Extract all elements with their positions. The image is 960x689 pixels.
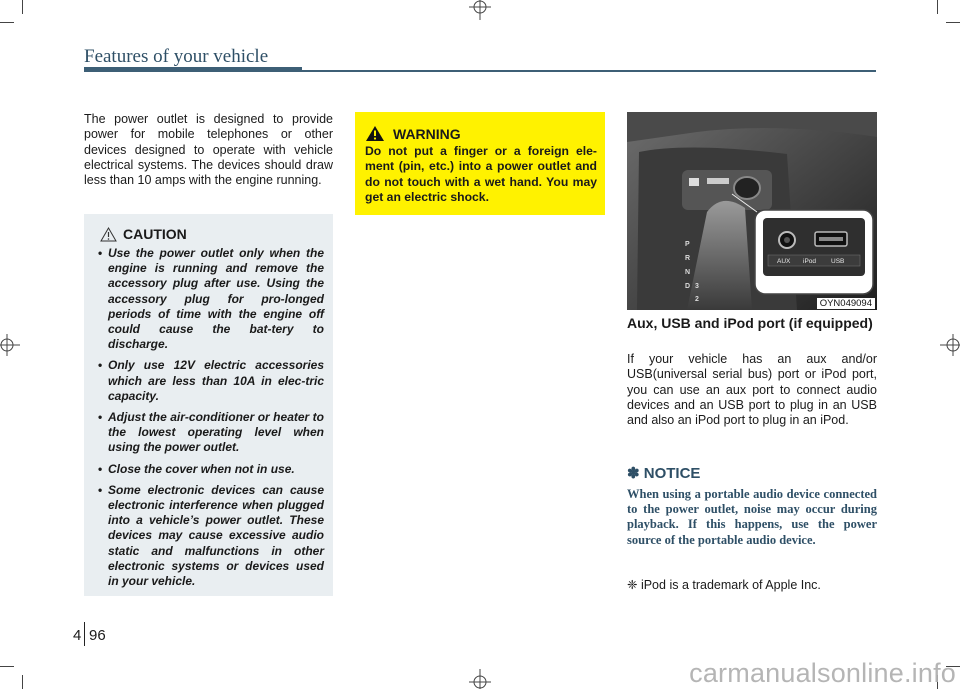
chapter-number: 4: [73, 627, 82, 644]
port-label-ipod: iPod: [803, 258, 817, 265]
port-label-usb: USB: [831, 258, 845, 265]
intro-paragraph: The power outlet is designed to provide power for mobile telephones or other devices designed to operate with vehicle electrical systems. The devices should draw less than 10 amps with the engine running.: [84, 112, 333, 188]
caution-list: [96, 246, 324, 595]
page-number-divider: [84, 622, 85, 646]
crop-mark: [946, 22, 960, 23]
console-illustration: [627, 112, 877, 310]
notice-text: When using a portable audio device connected to the power outlet, noise may occur during playback. If this happens, use the power source of the portable audio device.: [627, 487, 877, 547]
caution-item: • Close the cover when not in use.: [96, 462, 324, 477]
notice-heading: ✽ NOTICE: [627, 465, 701, 482]
header-rule-thick: [84, 67, 302, 72]
header-rule-thin: [302, 70, 876, 72]
warning-heading: [365, 125, 461, 142]
registration-mark-right: [938, 334, 960, 356]
port-label-aux: AUX: [777, 258, 791, 265]
crop-mark: [937, 0, 938, 14]
warning-text: Do not put a finger or a foreign ele-ment (pin, etc.) into a power outlet and do not touch with a wet hand. You may get an electric shock.: [365, 144, 597, 204]
gear-letter: 3: [695, 283, 699, 290]
registration-mark-top: [469, 0, 491, 22]
warning-box: [355, 112, 605, 215]
section-title: Aux, USB and iPod port (if equipped): [627, 315, 873, 331]
watermark-text: carmanualsonline.info: [689, 658, 956, 688]
caution-item: • Use the power outlet only when the engine is running and remove the accessory plug after use. Using the accessory plug for pro-longed periods of time with the engine off could cause the bat-tery to discharge.: [96, 246, 324, 352]
registration-mark-bottom: [469, 667, 491, 689]
crop-mark: [22, 675, 23, 689]
warning-title: WARNING: [393, 125, 461, 142]
registration-mark-left: [0, 334, 22, 356]
gear-letter: N: [685, 269, 691, 276]
caution-title: CAUTION: [123, 226, 187, 242]
page-number: 96: [89, 627, 106, 644]
aux-usb-ipod-photo: [627, 112, 877, 310]
warning-triangle-icon: [365, 125, 385, 142]
caution-item: • Only use 12V electric accessories which are less than 10A in elec-tric capacity.: [96, 358, 324, 404]
gear-letter: P: [685, 241, 690, 248]
caution-box: [84, 214, 333, 596]
caution-heading: [100, 226, 187, 242]
trademark-note: ❈ iPod is a trademark of Apple Inc.: [627, 578, 821, 592]
section-body: If your vehicle has an aux and/or USB(universal serial bus) port or iPod port, you can use an aux port to connect audio devices and an USB port to plug in an USB and also an iPod port to plug in an iPod.: [627, 352, 877, 428]
gear-letter: D: [685, 283, 691, 290]
crop-mark: [0, 22, 14, 23]
gear-letter: 2: [695, 296, 699, 303]
crop-mark: [0, 666, 14, 667]
page-header-title: Features of your vehicle: [84, 46, 269, 67]
photo-reference-code: OYN049094: [817, 298, 875, 309]
caution-item: • Adjust the air-conditioner or heater to the lowest operating level when using the power outlet.: [96, 410, 324, 456]
crop-mark: [22, 0, 23, 14]
caution-item: • Some electronic devices can cause electronic interference when plugged into a vehicle’s power outlet. These devices may cause excessive audio static and malfunctions in other electronic systems or devices used in your vehicle.: [96, 483, 324, 589]
caution-triangle-icon: [100, 227, 117, 242]
gear-letter: R: [685, 255, 691, 262]
